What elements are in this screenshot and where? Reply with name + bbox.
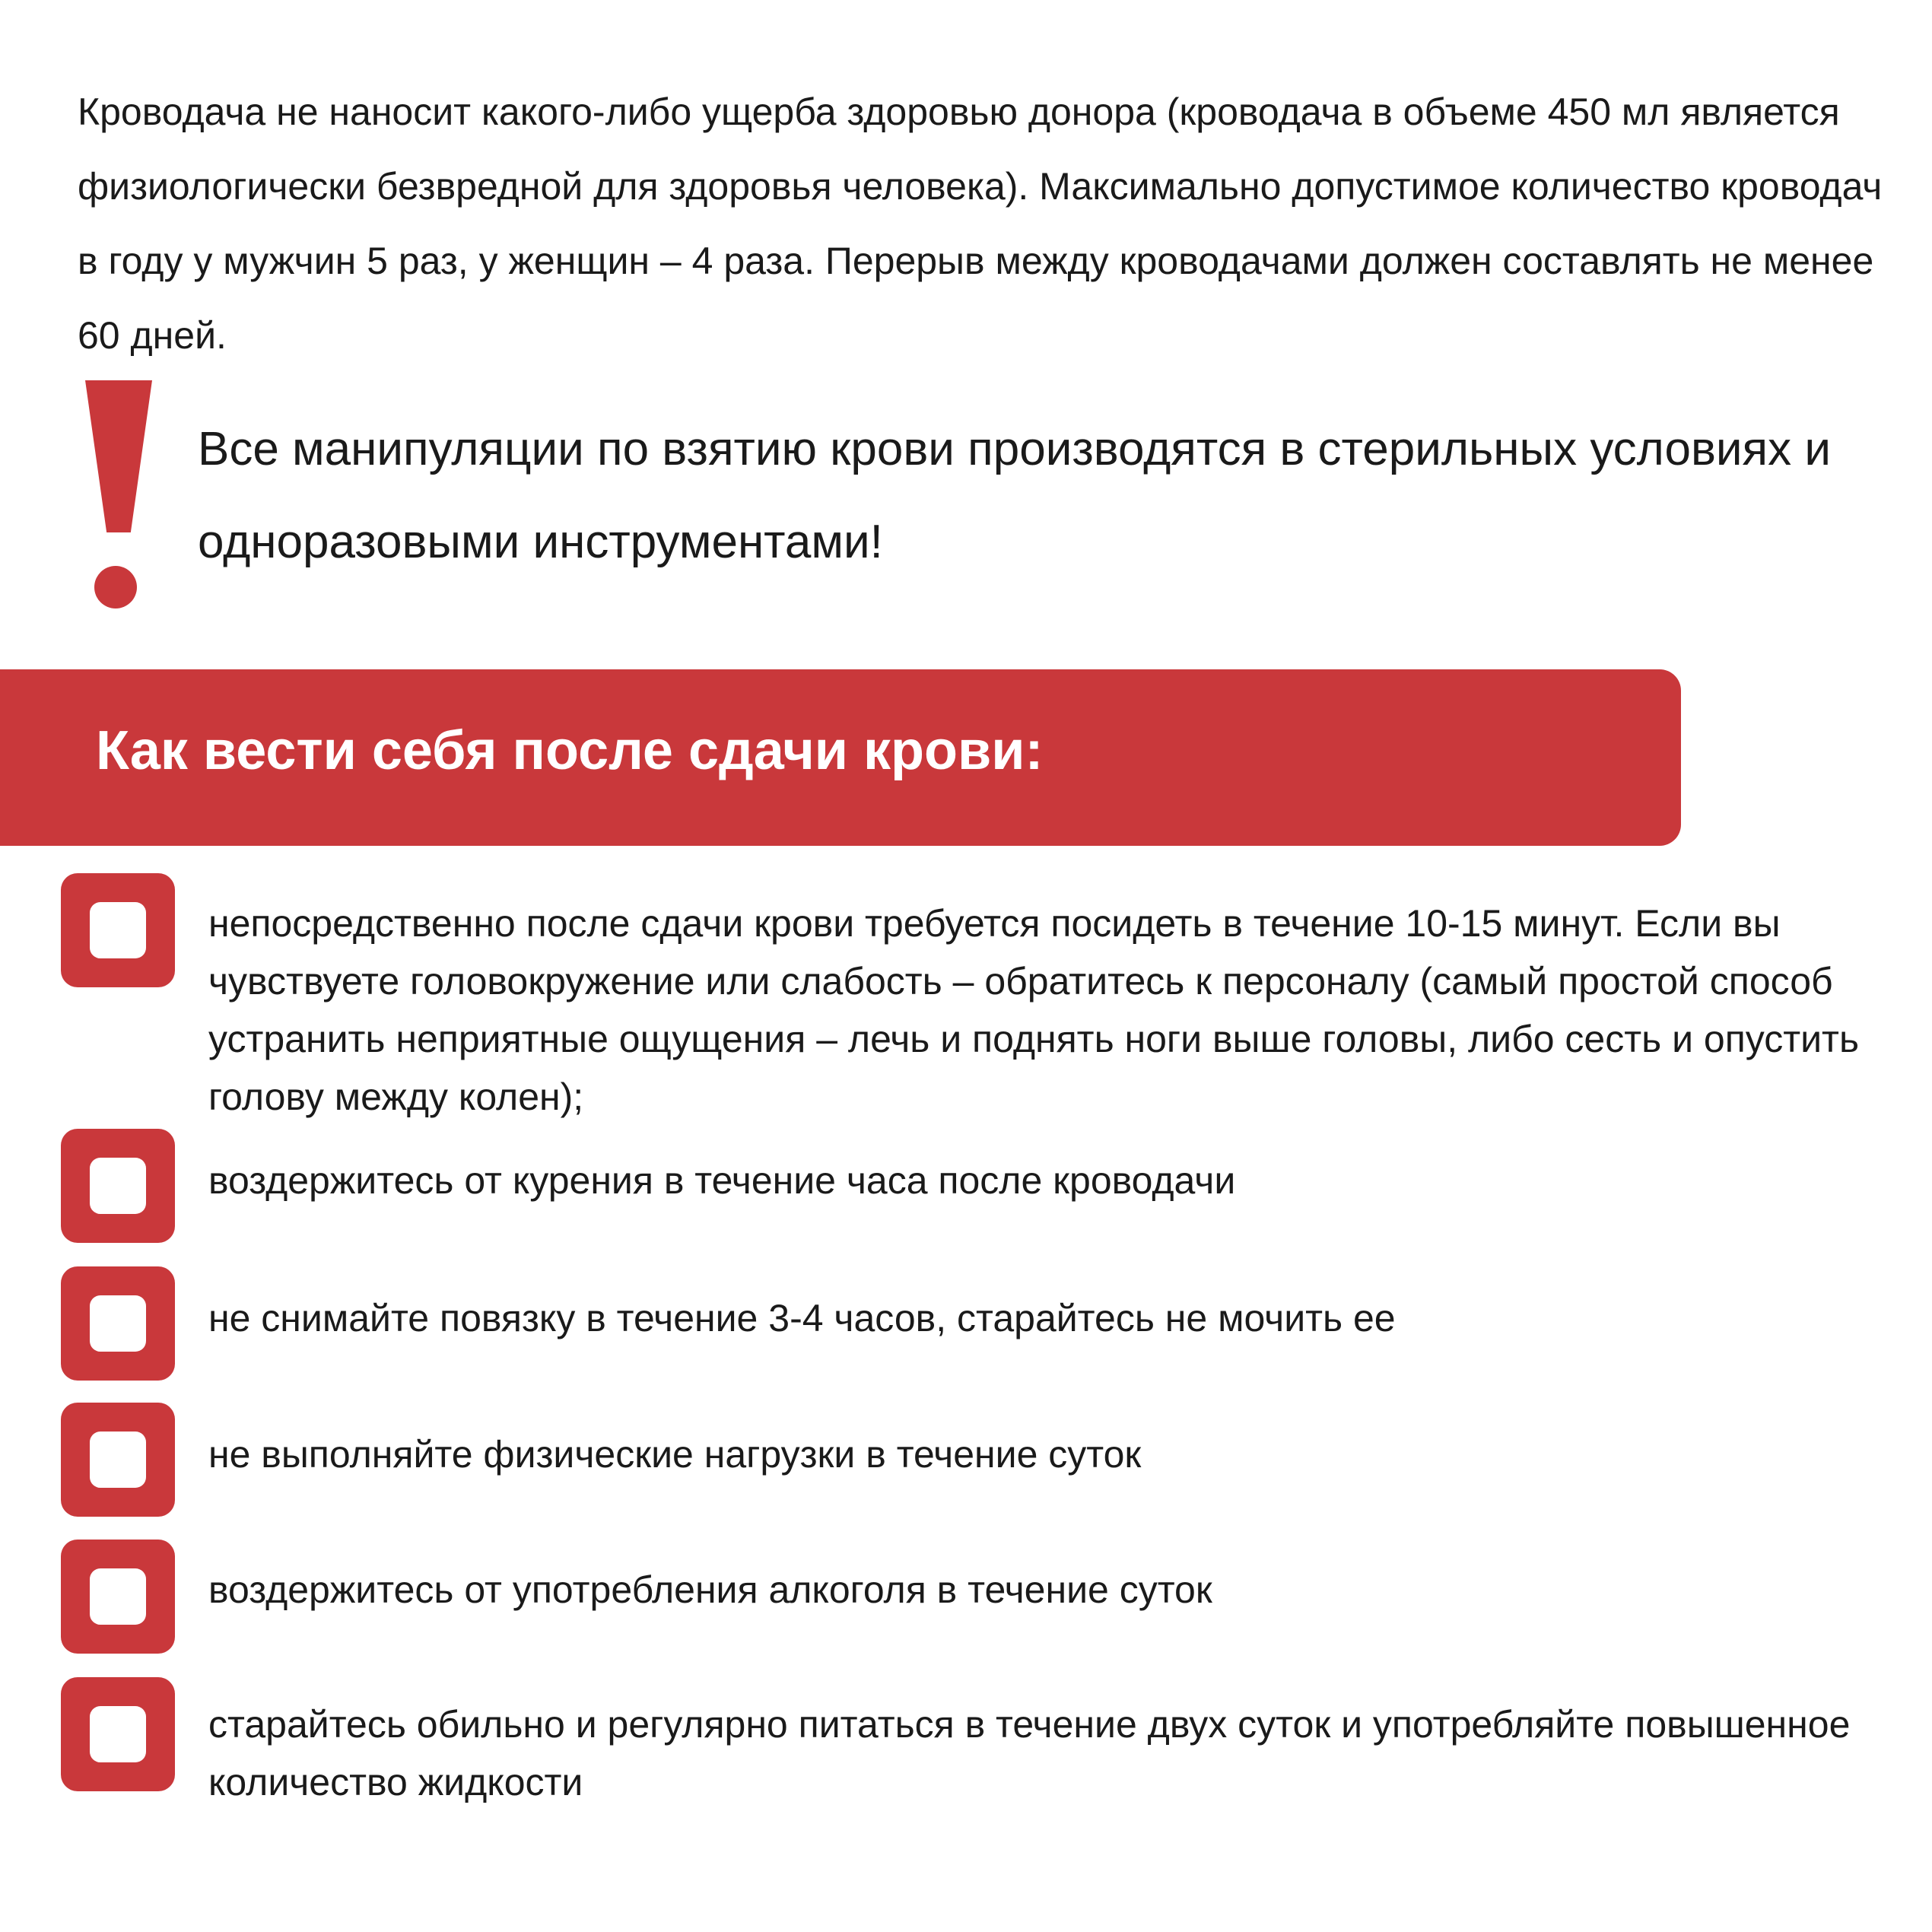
checklist-item-text: старайтесь обильно и регулярно питаться в течение двух суток и употребляйте повышенное количество жидкости — [208, 1703, 1851, 1803]
section-banner — [0, 669, 1681, 846]
alert-text: Все манипуляции по взятию крови производятся в стерильных условиях и одноразовыми инструментами! — [198, 423, 1831, 568]
checklist-item-text: непосредственно после сдачи крови требуется посидеть в течение 10-15 минут. Если вы чувствуете головокружение или слабость – обратитесь к персоналу (самый простой способ устранить неприятные ощущения – лечь и поднять ноги выше головы, либо сесть и опустить голову между колен); — [208, 902, 1859, 1118]
checkbox-inner — [90, 1432, 146, 1488]
checkbox-icon — [61, 873, 175, 987]
checklist-item-text: воздержитесь от употребления алкоголя в течение суток — [208, 1568, 1212, 1611]
checkbox-inner — [90, 1158, 146, 1214]
checklist-item-text: не снимайте повязку в течение 3-4 часов, старайтесь не мочить ее — [208, 1297, 1396, 1339]
checkbox-icon — [61, 1403, 175, 1517]
checkbox-inner — [90, 1295, 146, 1352]
checkbox-icon — [61, 1129, 175, 1243]
checkbox-icon — [61, 1266, 175, 1381]
checklist-item-text: воздержитесь от курения в течение часа после кроводачи — [208, 1159, 1236, 1202]
sterility-alert — [0, 373, 1932, 624]
intro-paragraph: Кроводача не наносит какого-либо ущерба здоровью донора (кроводача в объеме 450 мл является физиологически безвредной для здоровья человека). Максимально допустимое количество кроводач в году у мужчин 5 раз, у женщин – 4 раза. Перерыв между кроводачами должен составлять не менее 60 дней. — [78, 91, 1883, 357]
exclamation-dot-icon — [94, 566, 137, 609]
exclamation-icon — [85, 380, 152, 532]
checkbox-inner — [90, 1706, 146, 1762]
checkbox-icon — [61, 1677, 175, 1791]
checkbox-inner — [90, 902, 146, 958]
checkbox-icon — [61, 1540, 175, 1654]
checklist-item-text: не выполняйте физические нагрузки в течение суток — [208, 1433, 1142, 1476]
checkbox-inner — [90, 1568, 146, 1625]
section-title: Как вести себя после сдачи крови: — [96, 720, 1044, 781]
